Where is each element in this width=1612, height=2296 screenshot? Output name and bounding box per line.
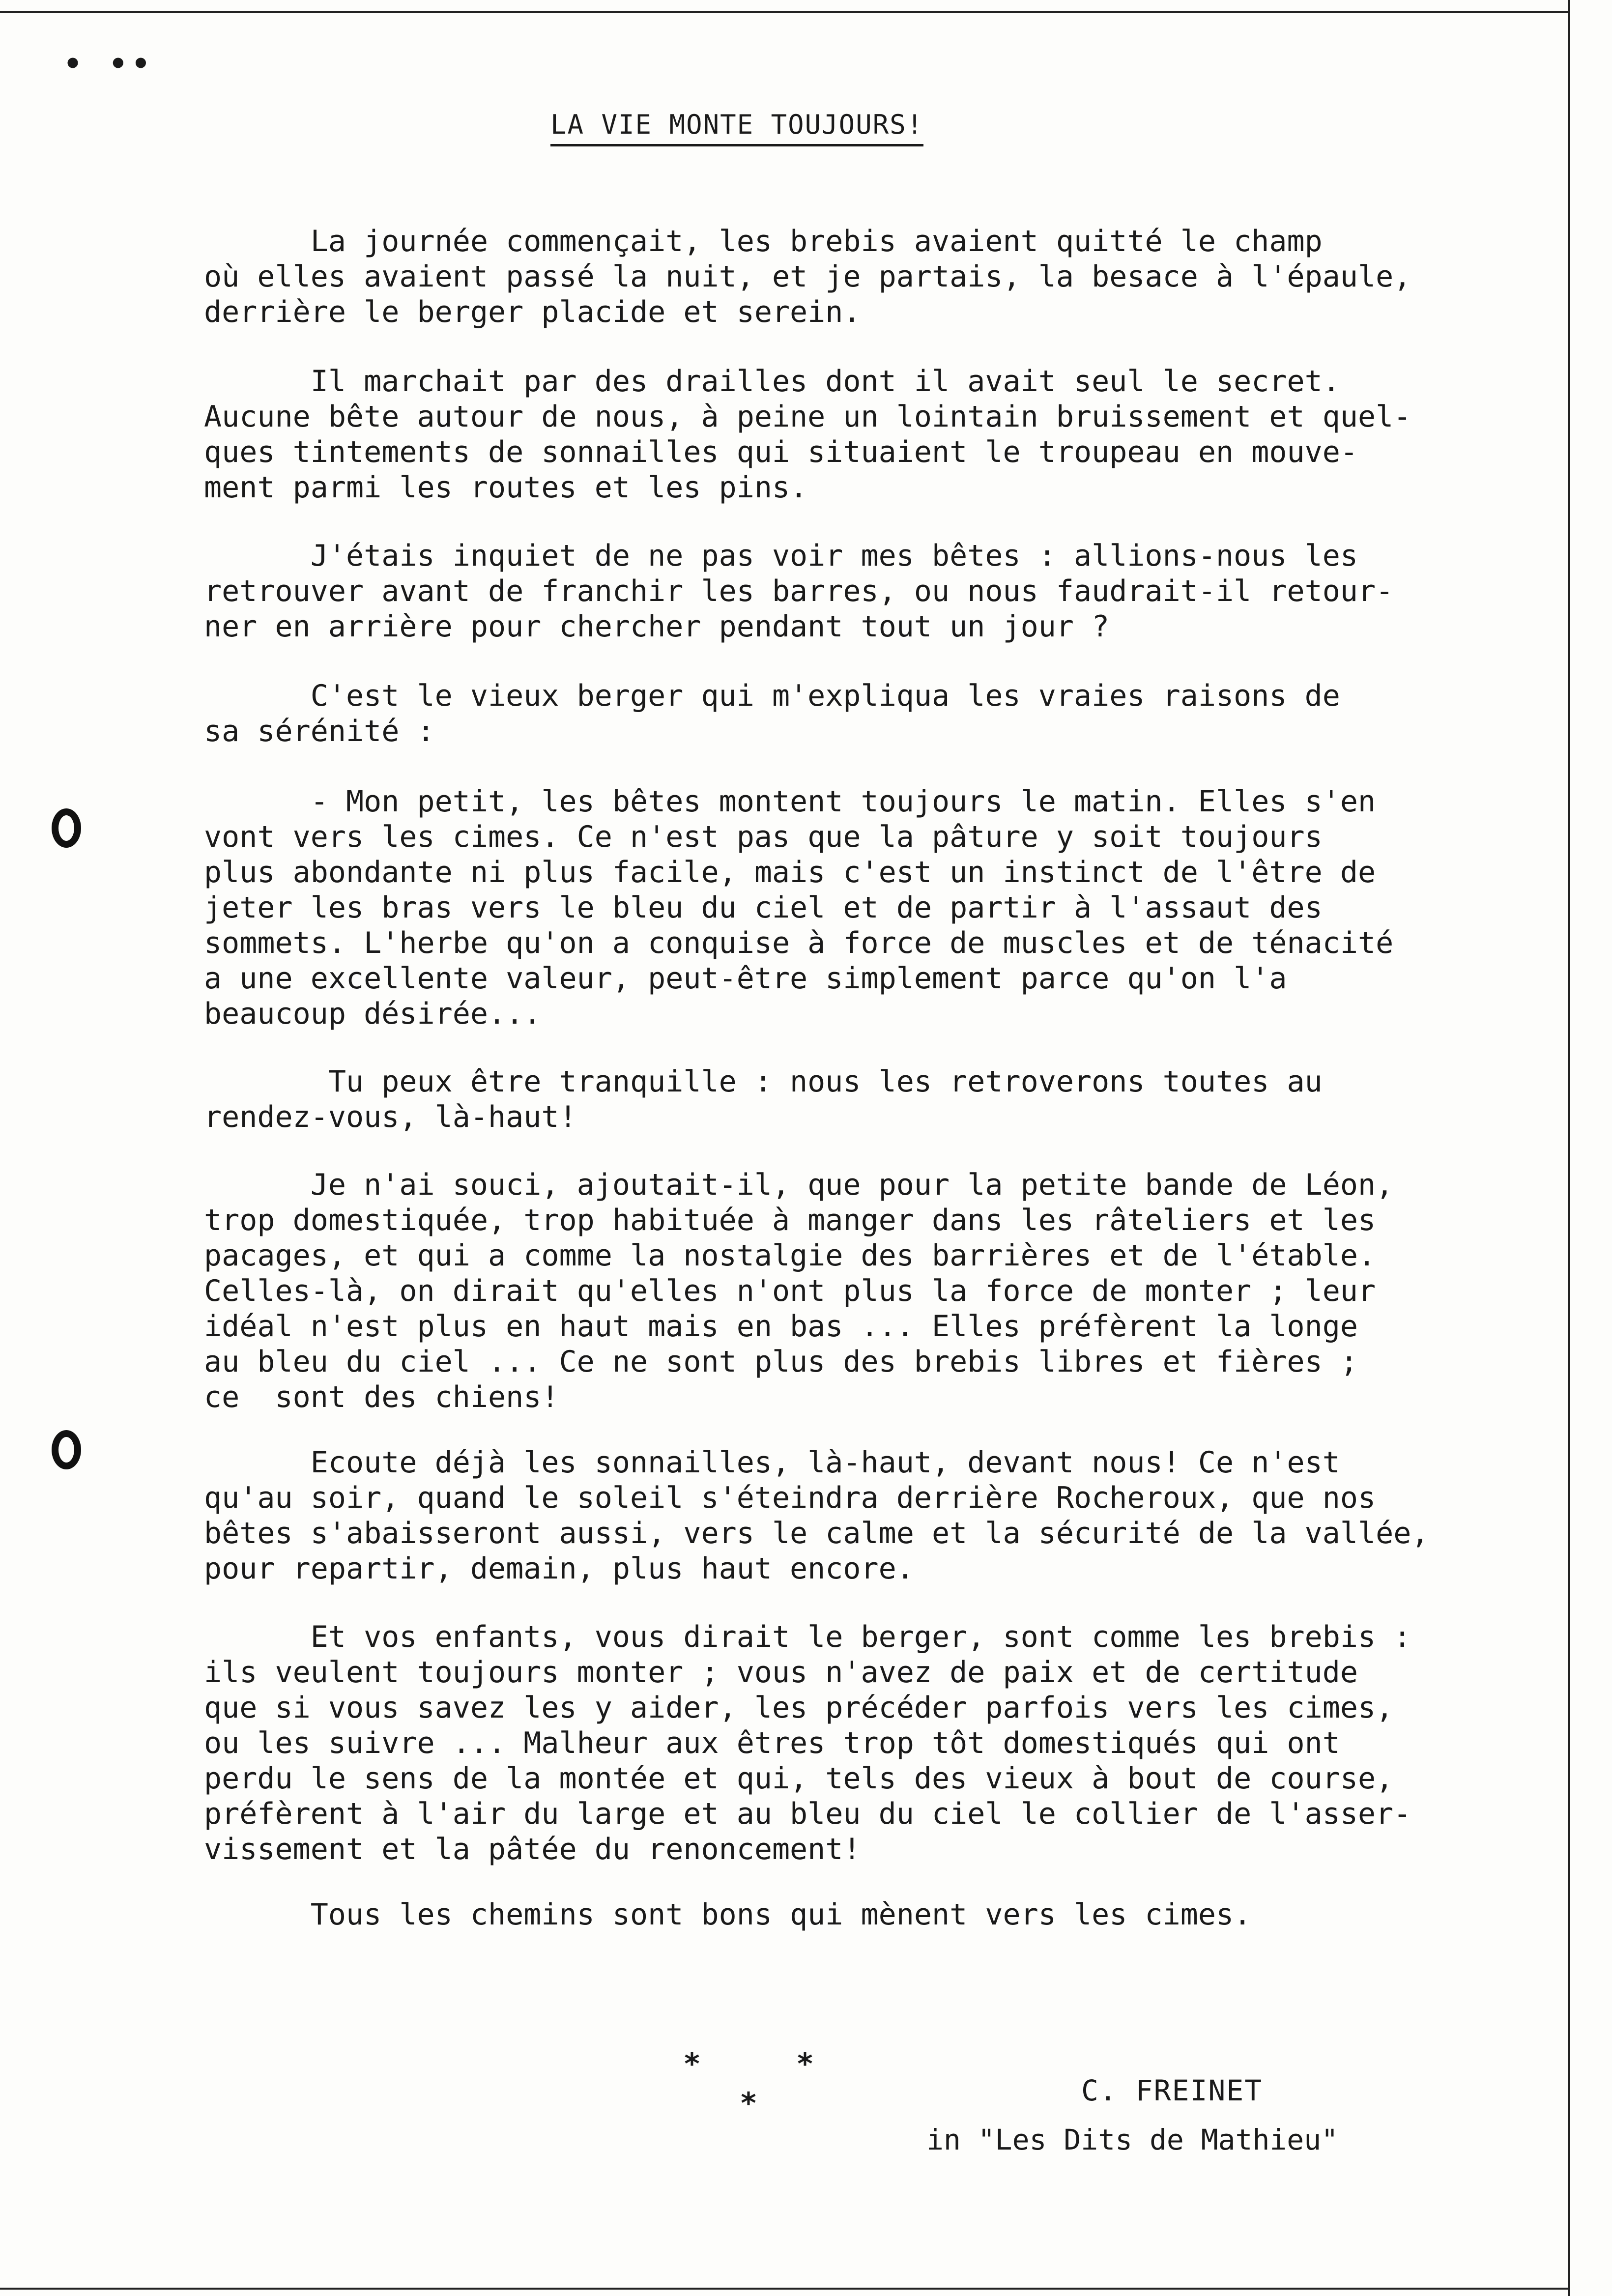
source-citation: in "Les Dits de Mathieu": [926, 2123, 1339, 2156]
scan-edge-right: [1568, 0, 1570, 2296]
paragraph: C'est le vieux berger qui m'expliqua les vraies raisons de sa sérénité :: [204, 679, 1340, 748]
author-signature: C. FREINET: [1081, 2074, 1263, 2107]
paragraph: Tous les chemins sont bons qui mènent vers les cimes.: [204, 1897, 1252, 1932]
paragraph: Je n'ai souci, ajoutait-il, que pour la petite bande de Léon, trop domestiquée, trop habituée à manger dans les râteliers et les pacages, et qui a comme la nostalgie des barrières et de l'étable. Celles-là, on dirait qu'elles n'ont plus la force de monter ; leur idéal n'est plus en haut mais en bas ... Elles préfèrent la longe au bleu du ciel ... Ce ne sont plus des brebis libres et fières ; ce sont des chiens!: [204, 1168, 1394, 1414]
page-title: LA VIE MONTE TOUJOURS!: [550, 109, 923, 146]
header-marks: • ••: [64, 47, 155, 81]
paragraph: La journée commençait, les brebis avaient quitté le champ où elles avaient passé la nuit, et je partais, la besace à l'épaule, derrière le berger placide et serein.: [204, 224, 1411, 329]
punch-hole-icon: [52, 1430, 81, 1469]
paragraph: J'étais inquiet de ne pas voir mes bêtes : allions-nous les retrouver avant de franchir les barres, ou nous faudrait-il retour- ner en arrière pour chercher pendant tout un jour ?: [204, 539, 1394, 644]
star-icon: *: [683, 2047, 701, 2081]
paragraph: Ecoute déjà les sonnailles, là-haut, devant nous! Ce n'est qu'au soir, quand le soleil s'éteindra derrière Rocheroux, que nos bêtes s'abaisseront aussi, vers le calme et la sécurité de la vallée, pour repartir, demain, plus haut encore.: [204, 1445, 1429, 1586]
star-icon: *: [796, 2047, 814, 2081]
scan-edge-top: [0, 11, 1568, 13]
paragraph: - Mon petit, les bêtes montent toujours le matin. Elles s'en vont vers les cimes. Ce n'est pas que la pâture y soit toujours plus abondante ni plus facile, mais c'est un instinct de l'être de jeter les bras vers le bleu du ciel et de partir à l'assaut des sommets. L'herbe qu'on a conquise à force de muscles et de ténacité a une excellente valeur, peut-être simplement parce qu'on l'a beaucoup désirée...: [204, 784, 1394, 1031]
paragraph: Il marchait par des drailles dont il avait seul le secret. Aucune bête autour de nous, à peine un lointain bruissement et quel- ques tintements de sonnailles qui situaient le troupeau en mouve- ment parmi les routes et les pins.: [204, 364, 1411, 505]
paragraph: Tu peux être tranquille : nous les retroverons toutes au rendez-vous, là-haut!: [204, 1064, 1323, 1134]
paragraph: Et vos enfants, vous dirait le berger, sont comme les brebis : ils veulent toujours monter ; vous n'avez de paix et de certitude que si vous savez les y aider, les précéder parfois vers les cimes, ou les suivre ... Malheur aux êtres trop tôt domestiqués qui ont perdu le sens de la montée et qui, tels des vieux à bout de course, préfèrent à l'air du large et au bleu du ciel le collier de l'asser- vissement et la pâtée du renoncement!: [204, 1620, 1411, 1866]
star-icon: *: [740, 2086, 758, 2121]
scan-edge-bottom: [0, 2288, 1568, 2290]
punch-hole-icon: [52, 808, 81, 848]
section-divider-stars: [683, 2047, 831, 2125]
